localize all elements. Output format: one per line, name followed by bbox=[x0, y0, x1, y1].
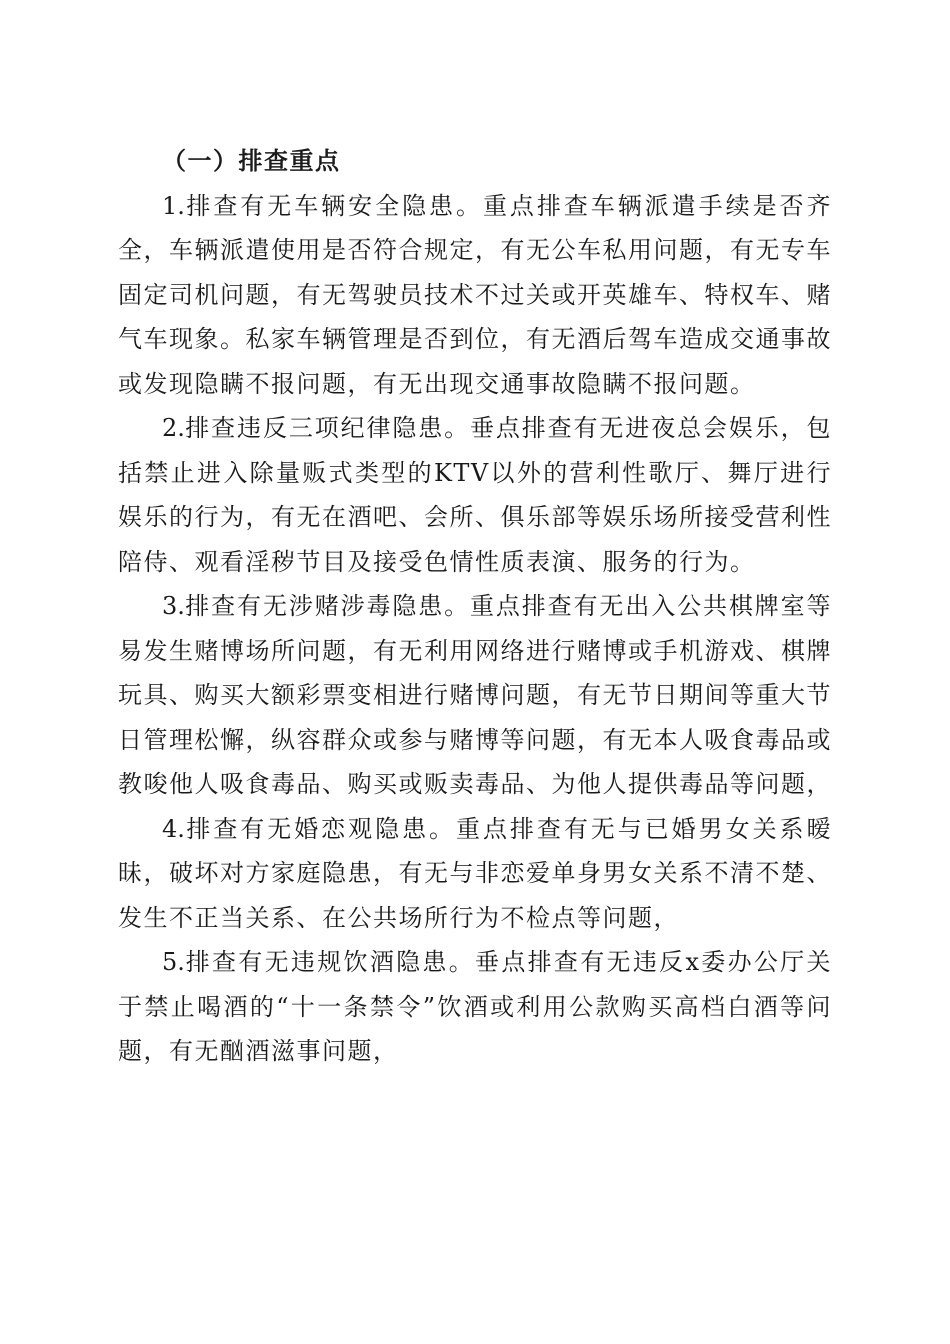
document-body bbox=[118, 139, 832, 1074]
paragraph-5 bbox=[118, 940, 832, 1074]
paragraph-text: 排查有无涉赌涉毒隐患。重点排查有无出入公共棋牌室等易发生赌博场所问题，有无利用网络进行赌博或手机游戏、棋牌玩具、购买大额彩票变相进行赌博问题，有无节日期间等重大节日管理松懈，纵容群众或参与赌博等问题，有无本人吸食毒品或教唆他人吸食毒品、购买或贩卖毒品、为他人提供毒品等问题， bbox=[118, 592, 832, 798]
paragraph-number: 1. bbox=[162, 191, 185, 220]
paragraph-1 bbox=[118, 184, 832, 407]
paragraph-number: 5. bbox=[162, 948, 185, 976]
paragraph-4 bbox=[118, 807, 832, 941]
paragraph-number: 2. bbox=[162, 414, 185, 442]
paragraph-text: 排查违反三项纪律隐患。垂点排查有无进夜总会娱乐，包括禁止进入除量贩式类型的KTV以外的营利性歌厅、舞厅进行娱乐的行为，有无在酒吧、会所、俱乐部等娱乐场所接受营利性陪侍、观看淫秽节目及接受色情性质表演、服务的行为。 bbox=[118, 414, 832, 576]
paragraph-3 bbox=[118, 584, 832, 807]
paragraph-number: 3. bbox=[162, 592, 185, 620]
paragraph-text: 排查有无车辆安全隐患。重点排查车辆派遣手续是否齐全，车辆派遣使用是否符合规定，有无公车私用问题，有无专车固定司机问题，有无驾驶员技术不过关或开英雄车、特权车、赌气车现象。私家车辆管理是否到位，有无酒后驾车造成交通事故或发现隐瞒不报问题，有无出现交通事故隐瞒不报问题。 bbox=[118, 191, 832, 398]
paragraph-number: 4. bbox=[162, 814, 185, 843]
paragraph-text: 排查有无婚恋观隐患。重点排查有无与已婚男女关系暧昧，破坏对方家庭隐患，有无与非恋爱单身男女关系不清不楚、发生不正当关系、在公共场所行为不检点等问题， bbox=[118, 814, 832, 932]
section-heading: （一）排查重点 bbox=[162, 146, 341, 175]
paragraph-text: 排查有无违规饮酒隐患。垂点排查有无违反x委办公厅关于禁止喝酒的“十一条禁令”饮酒或利用公款购买高档白酒等问题，有无酗酒滋事问题， bbox=[118, 948, 832, 1065]
paragraph-2 bbox=[118, 406, 832, 584]
